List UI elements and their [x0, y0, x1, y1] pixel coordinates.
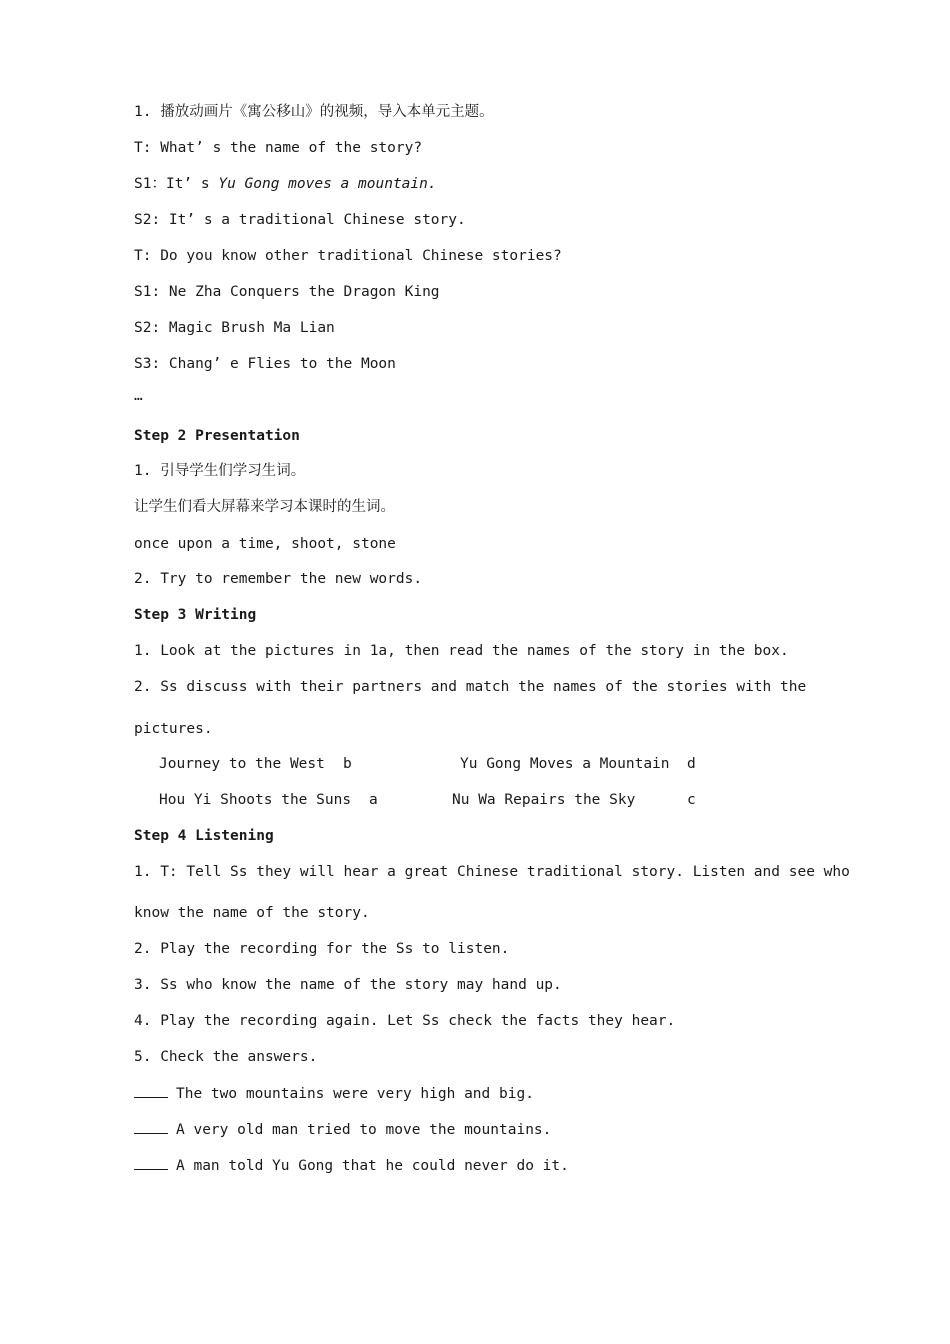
intro-line-4: S2: It’ s a traditional Chinese story. — [134, 212, 466, 228]
step4-line-2: 2. Play the recording for the Ss to listen. — [134, 941, 510, 957]
step4-line-1b: know the name of the story. — [134, 905, 370, 921]
fact-item — [134, 1155, 569, 1176]
intro-line-2: T: What’ s the name of the story? — [134, 140, 423, 156]
step4-line-1a: 1. T: Tell Ss they will hear a great Chinese traditional story. Listen and see who — [134, 864, 850, 880]
match-title: Nu Wa Repairs the Sky — [452, 792, 636, 808]
intro-line-1: 1. 播放动画片《寓公移山》的视频，导入本单元主题。 — [134, 104, 494, 120]
answer-blank[interactable] — [134, 1119, 168, 1134]
step2-heading: Step 2 Presentation — [134, 428, 300, 444]
fact-item — [134, 1119, 551, 1140]
fact-text: A man told Yu Gong that he could never do it. — [176, 1158, 569, 1174]
step2-line-2: 让学生们看大屏幕来学习本课时的生词。 — [134, 499, 395, 515]
match-letter: c — [687, 792, 696, 808]
answer-blank[interactable] — [134, 1083, 168, 1098]
step3-line-1: 1. Look at the pictures in 1a, then read the names of the story in the box. — [134, 643, 789, 659]
fact-text: The two mountains were very high and big. — [176, 1086, 534, 1102]
step3-line-2a: 2. Ss discuss with their partners and match the names of the stories with the — [134, 679, 807, 695]
intro-line-3-story-name: Yu Gong moves a mountain. — [218, 176, 437, 192]
match-letter: b — [343, 756, 352, 772]
step3-line-2b: pictures. — [134, 721, 213, 737]
match-title: Yu Gong Moves a Mountain — [460, 756, 670, 772]
intro-line-6: S1: Ne Zha Conquers the Dragon King — [134, 284, 440, 300]
step2-line-4: 2. Try to remember the new words. — [134, 571, 423, 587]
step4-line-5: 5. Check the answers. — [134, 1049, 318, 1065]
step4-line-3: 3. Ss who know the name of the story may hand up. — [134, 977, 562, 993]
match-title: Hou Yi Shoots the Suns — [159, 792, 352, 808]
fact-text: A very old man tried to move the mountains. — [176, 1122, 552, 1138]
intro-ellipsis: … — [134, 388, 143, 404]
step4-heading: Step 4 Listening — [134, 828, 274, 844]
fact-item — [134, 1083, 534, 1104]
intro-line-3-prefix: S1：It’ s — [134, 176, 219, 192]
match-title: Journey to the West — [159, 756, 325, 772]
intro-line-5: T: Do you know other traditional Chinese stories? — [134, 248, 562, 264]
step2-line-1: 1. 引导学生们学习生词。 — [134, 463, 306, 479]
intro-line-3 — [134, 174, 437, 194]
step3-heading: Step 3 Writing — [134, 607, 257, 623]
step2-line-3: once upon a time, shoot, stone — [134, 536, 396, 552]
answer-blank[interactable] — [134, 1155, 168, 1170]
step4-line-4: 4. Play the recording again. Let Ss check the facts they hear. — [134, 1013, 676, 1029]
intro-line-8: S3: Chang’ e Flies to the Moon — [134, 356, 396, 372]
match-letter: d — [687, 756, 696, 772]
intro-line-7: S2: Magic Brush Ma Lian — [134, 320, 335, 336]
match-letter: a — [369, 792, 378, 808]
